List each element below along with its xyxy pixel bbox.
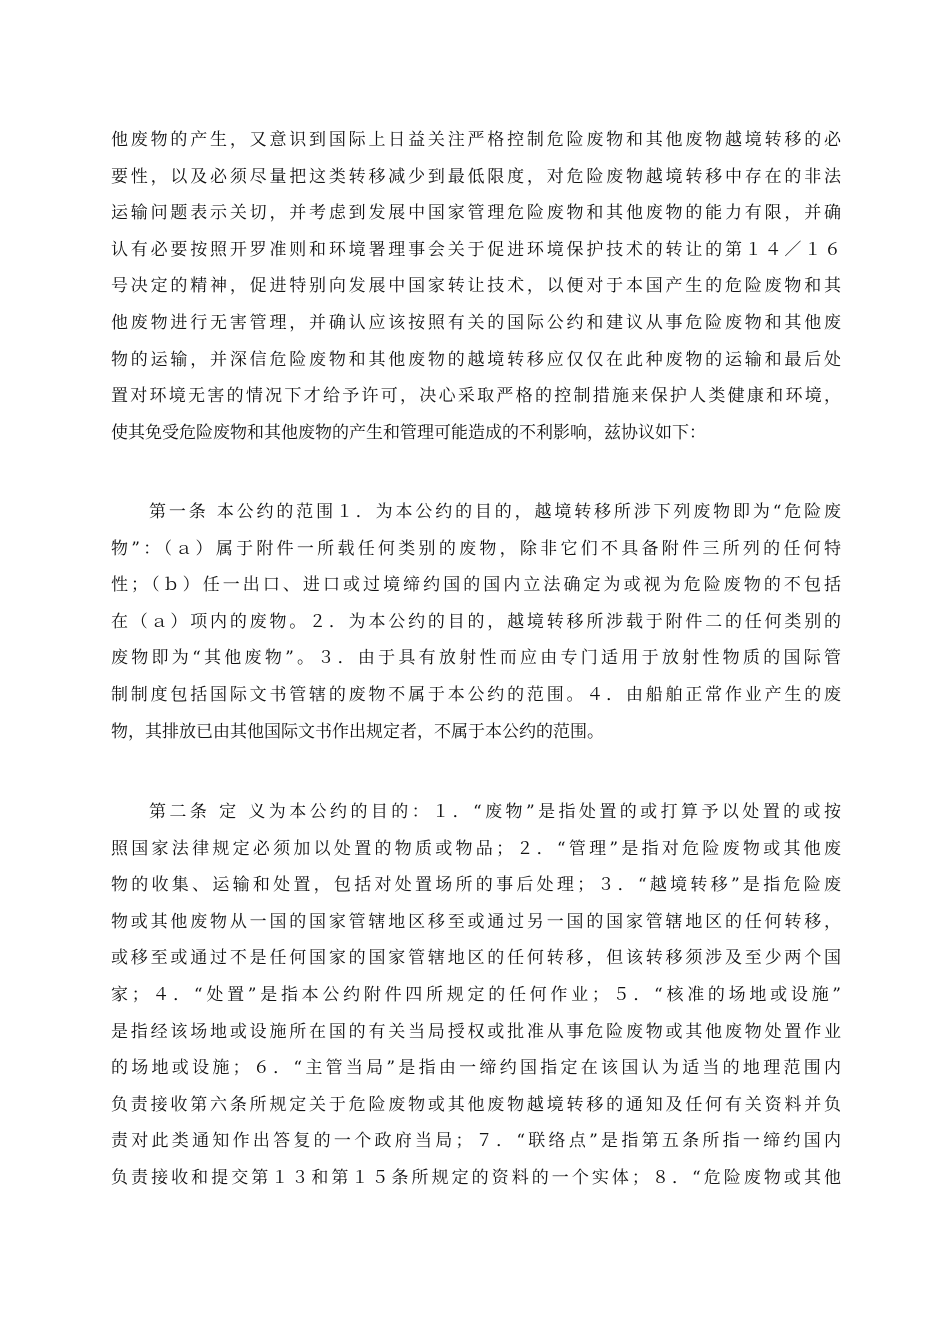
paragraph-article-2 <box>111 794 841 1197</box>
text-line: 或移至或通过不是任何国家的国家管辖地区的任何转移，但该转移须涉及至少两个国 <box>111 948 841 969</box>
text-line: 的场地或设施；６．“主管当局”是指由一缔约国指定在该国认为适当的地理范围内 <box>111 1058 841 1079</box>
text-line: 物的运输，并深信危险废物和其他废物的越境转移应仅仅在此种废物的运输和最后处 <box>111 349 841 370</box>
text-line: 使其免受危险废物和其他废物的产生和管理可能造成的不利影响，兹协议如下： <box>111 422 706 443</box>
paragraph-article-1 <box>111 494 841 750</box>
text-line: 号决定的精神，促进特别向发展中国家转让技术，以便对于本国产生的危险废物和其 <box>111 276 841 297</box>
text-line: 他废物的产生，又意识到国际上日益关注严格控制危险废物和其他废物越境转移的必 <box>111 130 841 150</box>
text-line: 责对此类通知作出答复的一个政府当局；７．“联络点”是指第五条所指一缔约国内 <box>111 1131 841 1152</box>
text-line: 置对环境无害的情况下才给予许可，决心采取严格的控制措施来保护人类健康和环境， <box>111 386 841 407</box>
text-line: 第二条 定 义为本公约的目的：１．“废物”是指处置的或打算予以处置的或按 <box>149 802 841 822</box>
text-line: 第一条 本公约的范围１．为本公约的目的，越境转移所涉下列废物即为“危险废 <box>149 502 841 522</box>
text-line: 在（ａ）项内的废物。２．为本公约的目的，越境转移所涉载于附件二的任何类别的 <box>111 611 841 632</box>
text-line: 物”：（ａ）属于附件一所载任何类别的废物，除非它们不具备附件三所列的任何特 <box>111 538 841 559</box>
text-line: 物的收集、运输和处置，包括对处置场所的事后处理；３．“越境转移”是指危险废 <box>111 875 841 896</box>
text-line: 物，其排放已由其他国际文书作出规定者，不属于本公约的范围。 <box>111 721 604 742</box>
text-line: 认有必要按照开罗准则和环境署理事会关于促进环境保护技术的转让的第１４／１６ <box>111 239 841 260</box>
text-line: 照国家法律规定必须加以处置的物质或物品；２．“管理”是指对危险废物或其他废 <box>111 838 841 859</box>
text-line: 他废物进行无害管理，并确认应该按照有关的国际公约和建议从事危险废物和其他废 <box>111 312 841 333</box>
text-line: 负责接收第六条所规定关于危险废物或其他废物越境转移的通知及任何有关资料并负 <box>111 1094 841 1115</box>
text-line: 运输问题表示关切，并考虑到发展中国家管理危险废物和其他废物的能力有限，并确 <box>111 203 841 224</box>
text-line: 是指经该场地或设施所在国的有关当局授权或批准从事危险废物或其他废物处置作业 <box>111 1021 841 1042</box>
text-line: 要性，以及必须尽量把这类转移减少到最低限度，对危险废物越境转移中存在的非法 <box>111 166 841 187</box>
text-line: 负责接收和提交第１３和第１５条所规定的资料的一个实体；８．“危险废物或其他 <box>111 1167 841 1188</box>
text-line: 家；４．“处置”是指本公约附件四所规定的任何作业；５．“核准的场地或设施” <box>111 984 841 1005</box>
text-line: 制制度包括国际文书管辖的废物不属于本公约的范围。４．由船舶正常作业产生的废 <box>111 684 841 705</box>
paragraph-preamble <box>111 122 841 451</box>
text-line: 性；（ｂ）任一出口、进口或过境缔约国的国内立法确定为或视为危险废物的不包括 <box>111 575 841 596</box>
text-line: 物或其他废物从一国的国家管辖地区移至或通过另一国的国家管辖地区的任何转移， <box>111 911 841 932</box>
text-line: 废物即为“其他废物”。３．由于具有放射性而应由专门适用于放射性物质的国际管 <box>111 648 841 669</box>
